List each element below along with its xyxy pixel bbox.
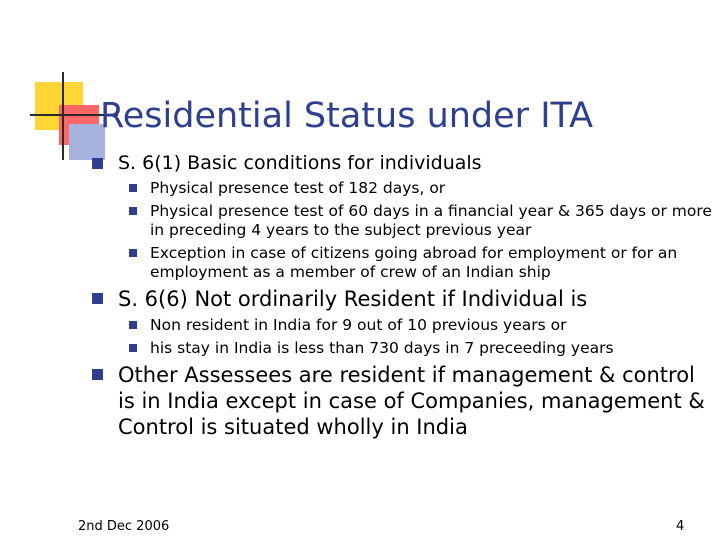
- square-bullet-icon: [129, 184, 137, 192]
- sub-bullet-text: Non resident in India for 9 out of 10 previous years or: [150, 316, 567, 334]
- sub-bullet-list: [82, 179, 712, 282]
- sub-bullet-item: [118, 179, 712, 198]
- sub-bullet-list: [82, 316, 712, 358]
- bullet-text: Other Assessees are resident if management & control is in India except in case of Companies, management & Control is situated wholly in India: [118, 363, 705, 439]
- sub-bullet-text: Physical presence test of 60 days in a financial year & 365 days or more in preceding 4 years to the subject previous year: [150, 202, 712, 239]
- vertical-line-shape: [62, 72, 64, 160]
- bullet-item: [82, 152, 712, 175]
- bullet-item: [82, 286, 712, 312]
- square-bullet-icon: [92, 158, 103, 169]
- sub-bullet-item: [118, 202, 712, 240]
- square-bullet-icon: [129, 321, 137, 329]
- square-bullet-icon: [92, 369, 103, 380]
- square-bullet-icon: [129, 249, 137, 257]
- sub-bullet-text: Exception in case of citizens going abroad for employment or for an employment as a member of crew of an Indian ship: [150, 244, 678, 281]
- footer-date: 2nd Dec 2006: [78, 519, 170, 534]
- square-bullet-icon: [129, 344, 137, 352]
- bullet-item: [82, 362, 712, 440]
- sub-bullet-item: [118, 316, 712, 335]
- square-bullet-icon: [129, 207, 137, 215]
- bullet-list: [82, 152, 712, 444]
- sub-bullet-text: his stay in India is less than 730 days in 7 preceeding years: [150, 339, 614, 357]
- square-bullet-icon: [92, 293, 103, 304]
- sub-bullet-text: Physical presence test of 182 days, or: [150, 179, 446, 197]
- slide-title: Residential Status under ITA: [100, 96, 594, 136]
- sub-bullet-item: [118, 339, 712, 358]
- bullet-text: S. 6(1) Basic conditions for individuals: [118, 152, 482, 174]
- bullet-text: S. 6(6) Not ordinarily Resident if Individual is: [118, 287, 588, 311]
- page-number: 4: [676, 519, 685, 534]
- sub-bullet-item: [118, 244, 712, 282]
